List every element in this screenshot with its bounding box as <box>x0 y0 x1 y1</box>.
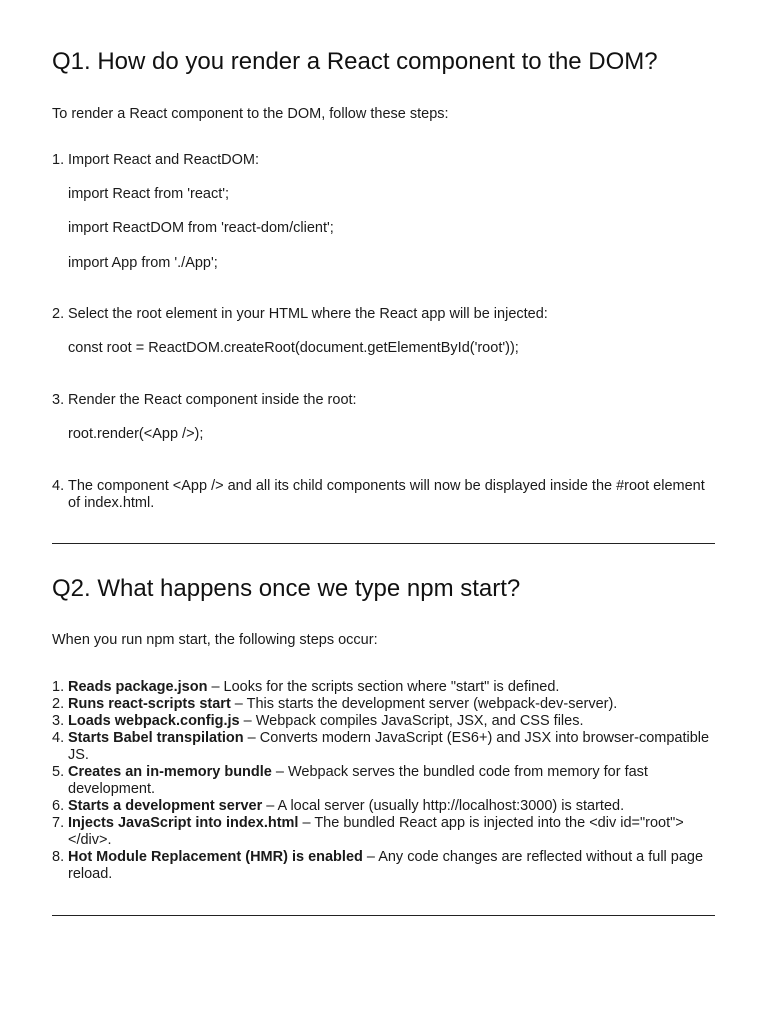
item-text: – Webpack compiles JavaScript, JSX, and CSS files. <box>239 713 584 729</box>
step-number: 4. <box>52 478 65 494</box>
item-number: 4. <box>52 730 65 746</box>
question-2-steps <box>52 679 715 883</box>
item-heading: Starts a development server <box>68 798 263 814</box>
list-item <box>52 730 715 764</box>
question-2-intro: When you run npm start, the following steps occur: <box>52 632 378 648</box>
item-heading: Loads webpack.config.js <box>68 713 240 729</box>
item-text: – Webpack serves the bundled code from memory for fast development. <box>68 764 648 797</box>
question-1-intro: To render a React component to the DOM, follow these steps: <box>52 106 449 122</box>
list-item <box>52 849 715 883</box>
section-divider <box>52 543 715 544</box>
item-heading: Hot Module Replacement (HMR) is enabled <box>68 849 363 865</box>
step-text: The component <App /> and all its child components will now be displayed inside the #root element of index.html. <box>68 478 705 511</box>
list-item <box>52 696 715 713</box>
list-item <box>52 815 715 849</box>
code-line: import ReactDOM from 'react-dom/client'; <box>68 220 334 236</box>
item-text: – A local server (usually http://localhost:3000) is started. <box>262 798 625 814</box>
list-item <box>52 713 715 730</box>
item-number: 5. <box>52 764 65 780</box>
code-line: import App from './App'; <box>68 255 218 271</box>
item-text: – The bundled React app is injected into the <div id="root"></div>. <box>68 815 684 848</box>
question-2-title: Q2. What happens once we type npm start? <box>52 575 521 602</box>
step-text: Select the root element in your HTML where the React app will be injected: <box>68 306 548 322</box>
code-line: const root = ReactDOM.createRoot(document.getElementById('root')); <box>68 340 519 356</box>
list-item <box>52 798 715 815</box>
item-text: – Looks for the scripts section where "start" is defined. <box>207 679 560 695</box>
item-number: 3. <box>52 713 65 729</box>
item-heading: Injects JavaScript into index.html <box>68 815 299 831</box>
item-heading: Reads package.json <box>68 679 208 695</box>
step-number: 3. <box>52 392 65 408</box>
step-text: Render the React component inside the root: <box>68 392 357 408</box>
item-text: – Any code changes are reflected without a full page reload. <box>68 849 704 882</box>
step-text: Import React and ReactDOM: <box>68 152 259 168</box>
item-text: – This starts the development server (webpack-dev-server). <box>230 696 618 712</box>
item-heading: Creates an in-memory bundle <box>68 764 272 780</box>
item-number: 1. <box>52 679 65 695</box>
item-number: 7. <box>52 815 65 831</box>
item-number: 8. <box>52 849 65 865</box>
list-item <box>52 679 715 696</box>
item-number: 2. <box>52 696 65 712</box>
section-divider <box>52 915 715 916</box>
item-heading: Runs react-scripts start <box>68 696 231 712</box>
list-item <box>52 764 715 798</box>
item-heading: Starts Babel transpilation <box>68 730 244 746</box>
item-number: 6. <box>52 798 65 814</box>
step-number: 1. <box>52 152 65 168</box>
step-number: 2. <box>52 306 65 322</box>
question-1-title: Q1. How do you render a React component to the DOM? <box>52 48 658 75</box>
item-text: – Converts modern JavaScript (ES6+) and JSX into browser-compatible JS. <box>68 730 710 763</box>
code-line: import React from 'react'; <box>68 186 230 202</box>
code-line: root.render(<App />); <box>68 426 204 442</box>
